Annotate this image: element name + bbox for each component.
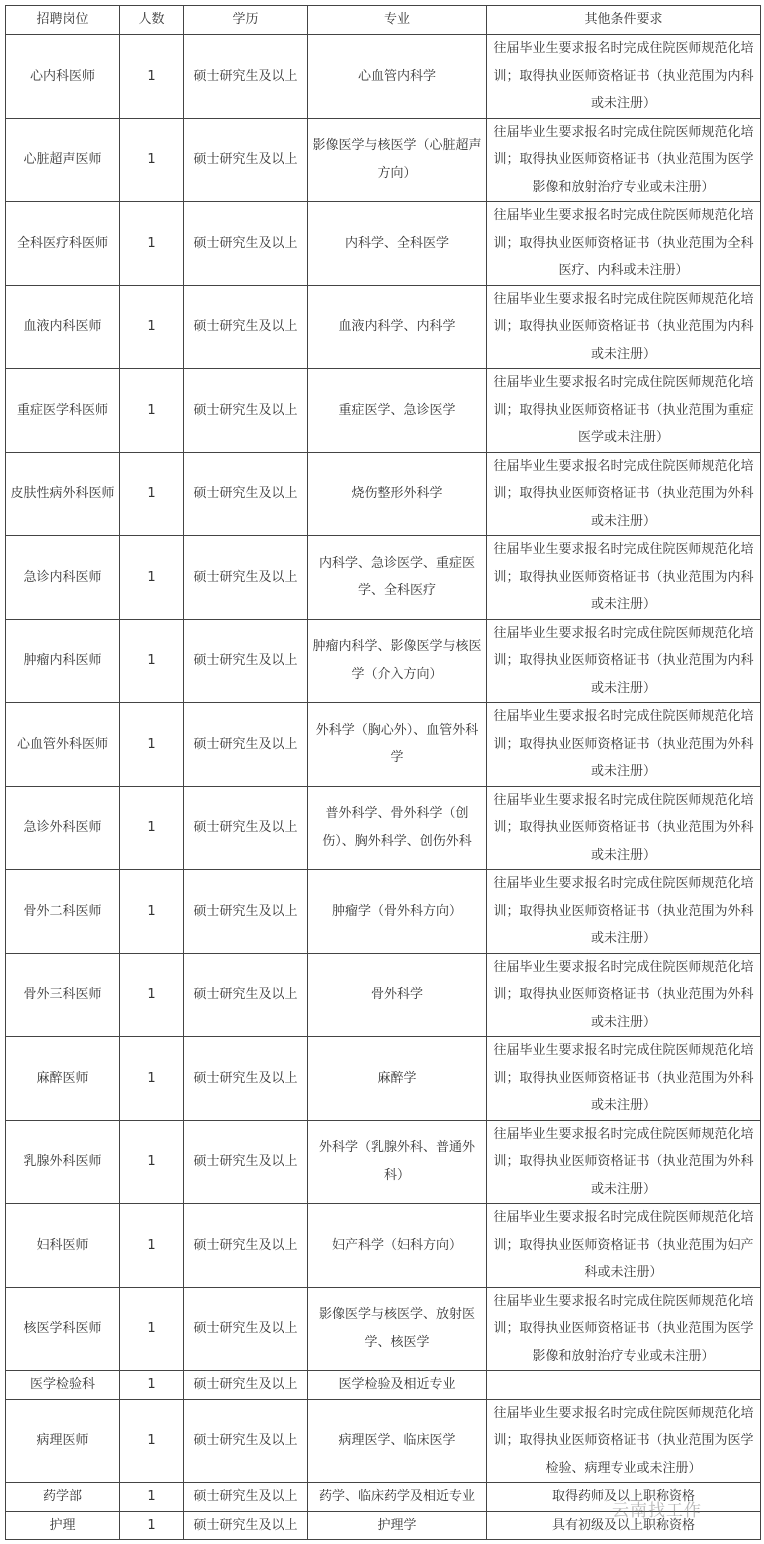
cell-count: 1 bbox=[120, 619, 184, 703]
table-row bbox=[6, 619, 761, 703]
cell-other-requirements: 往届毕业生要求报名时完成住院医师规范化培训；取得执业医师资格证书（执业范围为医学影像和放射治疗专业或未注册） bbox=[487, 1287, 761, 1371]
cell-education: 硕士研究生及以上 bbox=[184, 285, 308, 369]
table-row bbox=[6, 35, 761, 119]
cell-education: 硕士研究生及以上 bbox=[184, 786, 308, 870]
cell-major: 内科学、全科医学 bbox=[308, 202, 487, 286]
cell-position: 麻醉医师 bbox=[6, 1037, 120, 1121]
cell-major: 心血管内科学 bbox=[308, 35, 487, 119]
cell-major: 普外科学、骨外科学（创伤）、胸外科学、创伤外科 bbox=[308, 786, 487, 870]
cell-education: 硕士研究生及以上 bbox=[184, 35, 308, 119]
cell-position: 心内科医师 bbox=[6, 35, 120, 119]
cell-other-requirements: 往届毕业生要求报名时完成住院医师规范化培训；取得执业医师资格证书（执业范围为妇产科或未注册） bbox=[487, 1204, 761, 1288]
table-row bbox=[6, 1371, 761, 1400]
cell-position: 病理医师 bbox=[6, 1399, 120, 1483]
cell-count: 1 bbox=[120, 1204, 184, 1288]
cell-education: 硕士研究生及以上 bbox=[184, 1287, 308, 1371]
cell-major: 妇产科学（妇科方向） bbox=[308, 1204, 487, 1288]
cell-major: 重症医学、急诊医学 bbox=[308, 369, 487, 453]
cell-major: 外科学（胸心外）、血管外科学 bbox=[308, 703, 487, 787]
recruitment-table bbox=[5, 5, 761, 1540]
cell-count: 1 bbox=[120, 35, 184, 119]
cell-other-requirements: 往届毕业生要求报名时完成住院医师规范化培训；取得执业医师资格证书（执业范围为医学影像和放射治疗专业或未注册） bbox=[487, 118, 761, 202]
cell-count: 1 bbox=[120, 870, 184, 954]
table-row bbox=[6, 452, 761, 536]
cell-education: 硕士研究生及以上 bbox=[184, 619, 308, 703]
cell-position: 重症医学科医师 bbox=[6, 369, 120, 453]
cell-position: 心脏超声医师 bbox=[6, 118, 120, 202]
table-row bbox=[6, 870, 761, 954]
cell-major: 麻醉学 bbox=[308, 1037, 487, 1121]
table-row bbox=[6, 1483, 761, 1512]
cell-major: 骨外科学 bbox=[308, 953, 487, 1037]
cell-other-requirements: 往届毕业生要求报名时完成住院医师规范化培训；取得执业医师资格证书（执业范围为内科或未注册） bbox=[487, 285, 761, 369]
cell-education: 硕士研究生及以上 bbox=[184, 1371, 308, 1400]
cell-count: 1 bbox=[120, 1483, 184, 1512]
cell-count: 1 bbox=[120, 1371, 184, 1400]
header-row bbox=[6, 6, 761, 35]
table-row bbox=[6, 369, 761, 453]
cell-count: 1 bbox=[120, 953, 184, 1037]
cell-education: 硕士研究生及以上 bbox=[184, 1511, 308, 1540]
cell-count: 1 bbox=[120, 202, 184, 286]
cell-major: 烧伤整形外科学 bbox=[308, 452, 487, 536]
cell-other-requirements: 往届毕业生要求报名时完成住院医师规范化培训；取得执业医师资格证书（执业范围为全科医疗、内科或未注册） bbox=[487, 202, 761, 286]
cell-count: 1 bbox=[120, 1120, 184, 1204]
table-row bbox=[6, 1399, 761, 1483]
cell-education: 硕士研究生及以上 bbox=[184, 452, 308, 536]
header-count: 人数 bbox=[120, 6, 184, 35]
cell-education: 硕士研究生及以上 bbox=[184, 703, 308, 787]
cell-count: 1 bbox=[120, 369, 184, 453]
cell-education: 硕士研究生及以上 bbox=[184, 369, 308, 453]
cell-other-requirements: 往届毕业生要求报名时完成住院医师规范化培训；取得执业医师资格证书（执业范围为内科或未注册） bbox=[487, 619, 761, 703]
cell-education: 硕士研究生及以上 bbox=[184, 953, 308, 1037]
cell-education: 硕士研究生及以上 bbox=[184, 1204, 308, 1288]
cell-other-requirements: 具有初级及以上职称资格 bbox=[487, 1511, 761, 1540]
cell-other-requirements: 往届毕业生要求报名时完成住院医师规范化培训；取得执业医师资格证书（执业范围为外科或未注册） bbox=[487, 452, 761, 536]
cell-position: 药学部 bbox=[6, 1483, 120, 1512]
cell-major: 影像医学与核医学、放射医学、核医学 bbox=[308, 1287, 487, 1371]
cell-position: 血液内科医师 bbox=[6, 285, 120, 369]
cell-education: 硕士研究生及以上 bbox=[184, 1483, 308, 1512]
cell-position: 护理 bbox=[6, 1511, 120, 1540]
table-row bbox=[6, 1287, 761, 1371]
cell-other-requirements: 往届毕业生要求报名时完成住院医师规范化培训；取得执业医师资格证书（执业范围为外科或未注册） bbox=[487, 703, 761, 787]
cell-education: 硕士研究生及以上 bbox=[184, 1037, 308, 1121]
cell-other-requirements: 往届毕业生要求报名时完成住院医师规范化培训；取得执业医师资格证书（执业范围为外科或未注册） bbox=[487, 870, 761, 954]
header-other-requirements: 其他条件要求 bbox=[487, 6, 761, 35]
cell-position: 急诊外科医师 bbox=[6, 786, 120, 870]
cell-education: 硕士研究生及以上 bbox=[184, 1120, 308, 1204]
cell-major: 病理医学、临床医学 bbox=[308, 1399, 487, 1483]
cell-major: 肿瘤内科学、影像医学与核医学（介入方向） bbox=[308, 619, 487, 703]
cell-other-requirements: 往届毕业生要求报名时完成住院医师规范化培训；取得执业医师资格证书（执业范围为重症医学或未注册） bbox=[487, 369, 761, 453]
table-row bbox=[6, 536, 761, 620]
cell-major: 护理学 bbox=[308, 1511, 487, 1540]
header-education: 学历 bbox=[184, 6, 308, 35]
cell-position: 骨外三科医师 bbox=[6, 953, 120, 1037]
cell-position: 骨外二科医师 bbox=[6, 870, 120, 954]
cell-count: 1 bbox=[120, 118, 184, 202]
cell-position: 心血管外科医师 bbox=[6, 703, 120, 787]
cell-count: 1 bbox=[120, 1037, 184, 1121]
table-row bbox=[6, 202, 761, 286]
table-row bbox=[6, 1120, 761, 1204]
cell-other-requirements bbox=[487, 1371, 761, 1400]
cell-other-requirements: 往届毕业生要求报名时完成住院医师规范化培训；取得执业医师资格证书（执业范围为外科或未注册） bbox=[487, 953, 761, 1037]
cell-count: 1 bbox=[120, 1511, 184, 1540]
cell-count: 1 bbox=[120, 786, 184, 870]
cell-count: 1 bbox=[120, 452, 184, 536]
header-major: 专业 bbox=[308, 6, 487, 35]
table-row bbox=[6, 953, 761, 1037]
cell-other-requirements: 取得药师及以上职称资格 bbox=[487, 1483, 761, 1512]
cell-position: 肿瘤内科医师 bbox=[6, 619, 120, 703]
cell-major: 影像医学与核医学（心脏超声方向） bbox=[308, 118, 487, 202]
cell-position: 妇科医师 bbox=[6, 1204, 120, 1288]
table-row bbox=[6, 1037, 761, 1121]
cell-education: 硕士研究生及以上 bbox=[184, 202, 308, 286]
cell-position: 皮肤性病外科医师 bbox=[6, 452, 120, 536]
cell-position: 医学检验科 bbox=[6, 1371, 120, 1400]
cell-count: 1 bbox=[120, 703, 184, 787]
cell-major: 内科学、急诊医学、重症医学、全科医疗 bbox=[308, 536, 487, 620]
cell-count: 1 bbox=[120, 285, 184, 369]
cell-position: 乳腺外科医师 bbox=[6, 1120, 120, 1204]
cell-education: 硕士研究生及以上 bbox=[184, 536, 308, 620]
cell-count: 1 bbox=[120, 536, 184, 620]
cell-major: 药学、临床药学及相近专业 bbox=[308, 1483, 487, 1512]
cell-other-requirements: 往届毕业生要求报名时完成住院医师规范化培训；取得执业医师资格证书（执业范围为医学检验、病理专业或未注册） bbox=[487, 1399, 761, 1483]
watermark: 云南找工作 bbox=[612, 1501, 702, 1521]
cell-count: 1 bbox=[120, 1399, 184, 1483]
cell-other-requirements: 往届毕业生要求报名时完成住院医师规范化培训；取得执业医师资格证书（执业范围为内科或未注册） bbox=[487, 536, 761, 620]
cell-education: 硕士研究生及以上 bbox=[184, 1399, 308, 1483]
cell-position: 急诊内科医师 bbox=[6, 536, 120, 620]
table-row bbox=[6, 703, 761, 787]
cell-other-requirements: 往届毕业生要求报名时完成住院医师规范化培训；取得执业医师资格证书（执业范围为内科或未注册） bbox=[487, 35, 761, 119]
cell-other-requirements: 往届毕业生要求报名时完成住院医师规范化培训；取得执业医师资格证书（执业范围为外科或未注册） bbox=[487, 786, 761, 870]
cell-position: 核医学科医师 bbox=[6, 1287, 120, 1371]
table-row bbox=[6, 118, 761, 202]
cell-major: 血液内科学、内科学 bbox=[308, 285, 487, 369]
cell-major: 肿瘤学（骨外科方向） bbox=[308, 870, 487, 954]
cell-major: 外科学（乳腺外科、普通外科） bbox=[308, 1120, 487, 1204]
cell-major: 医学检验及相近专业 bbox=[308, 1371, 487, 1400]
table-row bbox=[6, 285, 761, 369]
table-row bbox=[6, 1511, 761, 1540]
table-row bbox=[6, 1204, 761, 1288]
cell-position: 全科医疗科医师 bbox=[6, 202, 120, 286]
cell-count: 1 bbox=[120, 1287, 184, 1371]
cell-other-requirements: 往届毕业生要求报名时完成住院医师规范化培训；取得执业医师资格证书（执业范围为外科或未注册） bbox=[487, 1037, 761, 1121]
header-position: 招聘岗位 bbox=[6, 6, 120, 35]
cell-education: 硕士研究生及以上 bbox=[184, 118, 308, 202]
cell-education: 硕士研究生及以上 bbox=[184, 870, 308, 954]
cell-other-requirements: 往届毕业生要求报名时完成住院医师规范化培训；取得执业医师资格证书（执业范围为外科或未注册） bbox=[487, 1120, 761, 1204]
table-row bbox=[6, 786, 761, 870]
